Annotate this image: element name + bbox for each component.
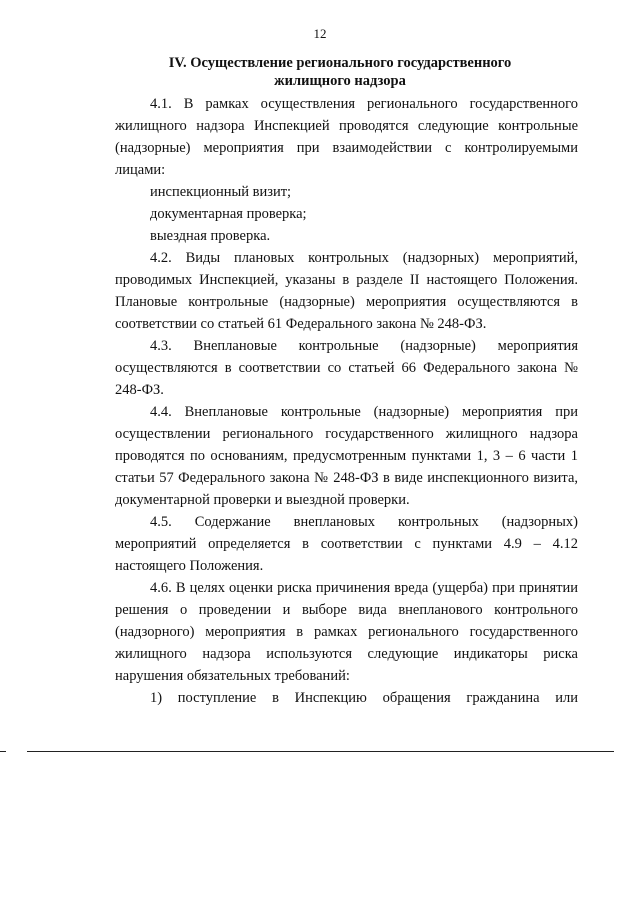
paragraph-4-5: 4.5. Содержание внеплановых контрольных (надзорных) мероприятий определяется в соответствии с пунктами 4.9 – 4.12 настоящего Положения. xyxy=(115,514,578,574)
list-item-inspection-visit: инспекционный визит; xyxy=(150,184,292,200)
page-separator-line xyxy=(27,751,614,752)
paragraph-4-1: 4.1. В рамках осуществления регионального государственного жилищного надзора Инспекцией проводятся следующие контрольные (надзорные) мероприятия при взаимодействии с контролируемыми лицами: xyxy=(115,96,578,178)
section-heading-line-1: IV. Осуществление регионального государственного xyxy=(168,55,512,71)
page-edge-mark xyxy=(0,751,6,752)
list-item-1-appeal: 1) поступление в Инспекцию обращения гражданина или xyxy=(150,690,578,706)
section-heading xyxy=(100,54,580,90)
page-number: 12 xyxy=(313,26,327,41)
paragraph-4-3: 4.3. Внеплановые контрольные (надзорные) мероприятия осуществляются в соответствии со статьей 66 Федерального закона № 248-ФЗ. xyxy=(115,338,578,398)
list-item-field-check: выездная проверка. xyxy=(150,228,271,244)
paragraph-4-4: 4.4. Внеплановые контрольные (надзорные) мероприятия при осуществлении регионального государственного жилищного надзора проводятся по основаниям, предусмотренным пунктами 1, 3 – 6 части 1 статьи 57 Федерального закона № 248-ФЗ в виде инспекционного визита, документарной проверки и выездной проверки. xyxy=(115,404,578,508)
paragraph-4-2: 4.2. Виды плановых контрольных (надзорных) мероприятий, проводимых Инспекцией, указаны в разделе II настоящего Положения. Плановые контрольные (надзорные) мероприятия осуществляются в соответствии со статьей 61 Федерального закона № 248-ФЗ. xyxy=(115,250,578,332)
list-item-documentary-check: документарная проверка; xyxy=(150,206,307,222)
paragraph-4-6: 4.6. В целях оценки риска причинения вреда (ущерба) при принятии решения о проведении и выборе вида внепланового контрольного (надзорного) мероприятия в рамках регионального государственного жилищного надзора используются следующие индикаторы риска нарушения обязательных требований: xyxy=(115,580,578,684)
document-body xyxy=(115,93,578,709)
section-heading-line-2: жилищного надзора xyxy=(274,73,406,89)
